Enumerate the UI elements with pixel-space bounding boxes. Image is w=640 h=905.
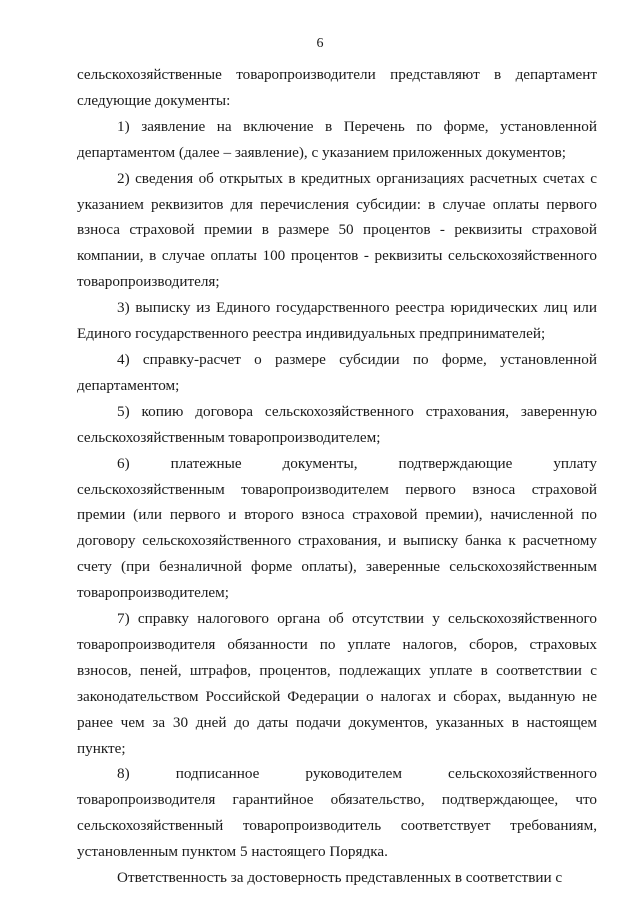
paragraph-item-7: 7) справку налогового органа об отсутствии у сельскохозяйственного товаропроизводителя обязанности по уплате налогов, сборов, страховых взносов, пеней, штрафов, процентов, подлежащих уплате в соответствии с законодательством Российской Федерации о налогах и сборах, выданную не ранее чем за 30 дней до даты подачи документов, указанных в настоящем пункте;: [77, 610, 597, 757]
paragraph-item-8: 8) подписанное руководителем сельскохозяйственного товаропроизводителя гарантийное обязательство, подтверждающее, что сельскохозяйственный товаропроизводитель соответствует требованиям, установленным пунктом 5 настоящего Порядка.: [77, 765, 597, 861]
paragraph-item-5: 5) копию договора сельскохозяйственного страхования, заверенную сельскохозяйственным товаропроизводителем;: [77, 402, 597, 446]
paragraph-item-1: 1) заявление на включение в Перечень по форме, установленной департаментом (далее – заявление), с указанием приложенных документов;: [77, 117, 597, 161]
page-number: 6: [316, 36, 324, 51]
paragraph-item-3: 3) выписку из Единого государственного реестра юридических лиц или Единого государственного реестра индивидуальных предпринимателей;: [77, 299, 597, 343]
paragraph-item-2: 2) сведения об открытых в кредитных организациях расчетных счетах с указанием реквизитов для перечисления субсидии: в случае оплаты первого взноса страховой премии в размере 50 процентов - реквизиты страховой компании, в случае оплаты 100 процентов - реквизиты сельскохозяйственного товаропроизводителя;: [77, 169, 597, 291]
paragraph-responsibility: Ответственность за достоверность представленных в соответствии с: [117, 869, 563, 887]
paragraph-intro: сельскохозяйственные товаропроизводители представляют в департамент следующие документы:: [77, 66, 597, 109]
paragraph-item-4: 4) справку-расчет о размере субсидии по форме, установленной департаментом;: [77, 350, 597, 394]
paragraph-item-6: 6) платежные документы, подтверждающие уплату сельскохозяйственным товаропроизводителем первого взноса страховой премии (или первого и второго взноса страховой премии), начисленной по договору сельскохозяйственного страхования, и выписку банка к расчетному счету (при безналичной форме оплаты), заверенные сельскохозяйственным товаропроизводителем;: [77, 454, 597, 602]
document-body: [77, 62, 597, 891]
